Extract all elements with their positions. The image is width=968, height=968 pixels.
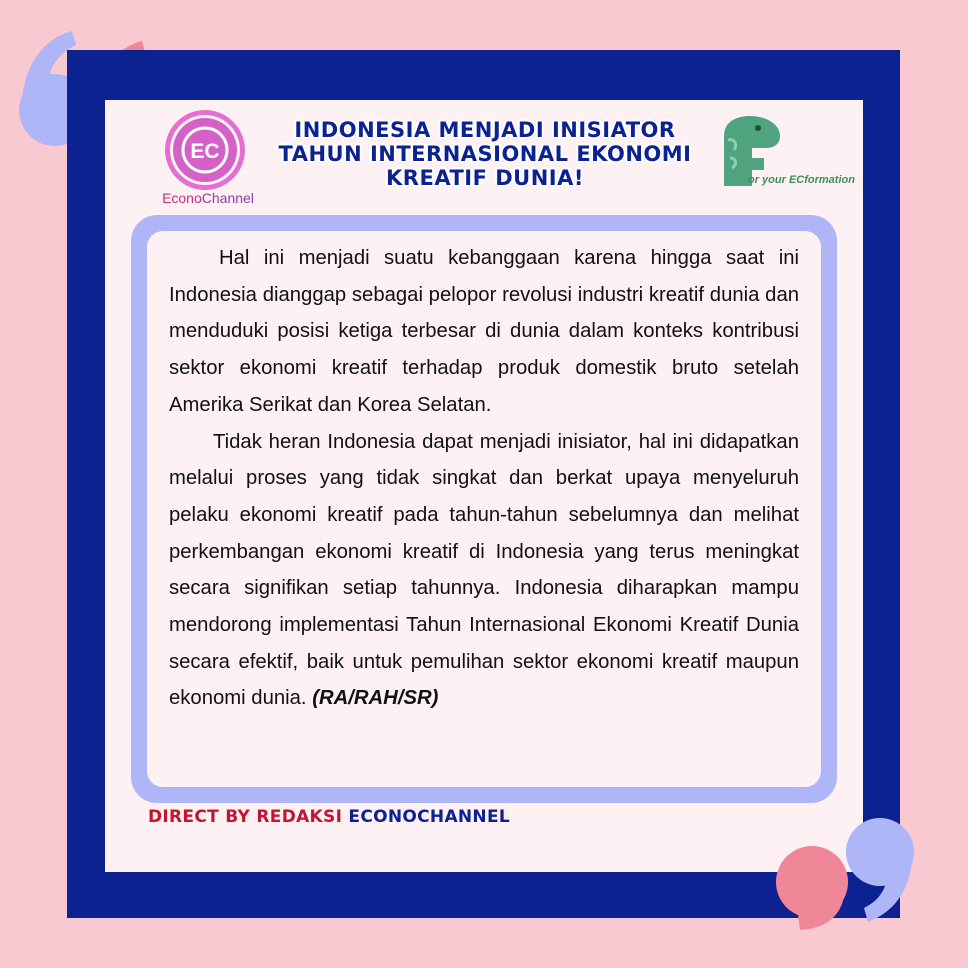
logo-tagline: or your ECformation bbox=[748, 174, 855, 186]
logo-initials: EC bbox=[190, 140, 220, 163]
page-title bbox=[270, 118, 700, 190]
close-quote-icon bbox=[772, 810, 922, 935]
title-line-3: KREATIF DUNIA! bbox=[386, 166, 584, 190]
footer-suffix: ECONOCHANNEL bbox=[348, 807, 511, 827]
paragraph-2 bbox=[169, 424, 799, 718]
logo-name-part1: Econo bbox=[162, 190, 202, 206]
footer-credit bbox=[148, 807, 510, 827]
paragraph-2-text: Tidak heran Indonesia dapat menjadi inisiator, hal ini didapatkan melalui proses yang tidak singkat dan berkat upaya menyeluruh pelaku ekonomi kreatif pada tahun-tahun sebelumnya dan melihat perkembangan ekonomi kreatif di Indonesia yang terus meningkat secara signifikan setiap tahunnya. Indonesia diharapkan mampu mendorong implementasi Tahun Internasional Ekonomi Kreatif Dunia secara efektif, baik untuk pemulihan sektor ekonomi kreatif maupun ekonomi dunia. bbox=[169, 430, 799, 710]
logo-name-part2: Channel bbox=[201, 190, 254, 206]
article-body bbox=[169, 240, 799, 717]
footer-prefix: DIRECT BY REDAKSI bbox=[148, 807, 343, 827]
title-line-1: INDONESIA MENJADI INISIATOR bbox=[294, 118, 676, 142]
title-line-2: TAHUN INTERNASIONAL EKONOMI bbox=[278, 142, 692, 166]
logo-name bbox=[150, 190, 266, 206]
paragraph-1: Hal ini menjadi suatu kebanggaan karena hingga saat ini Indonesia dianggap sebagai pelopor revolusi industri kreatif dunia dan menduduki posisi ketiga terbesar di dunia dalam konteks kontribusi sektor ekonomi kreatif terhadap produk domestik bruto setelah Amerika Serikat dan Korea Selatan. bbox=[169, 247, 799, 416]
author-signature: (RA/RAH/SR) bbox=[312, 687, 439, 710]
econochannel-logo bbox=[163, 108, 247, 192]
